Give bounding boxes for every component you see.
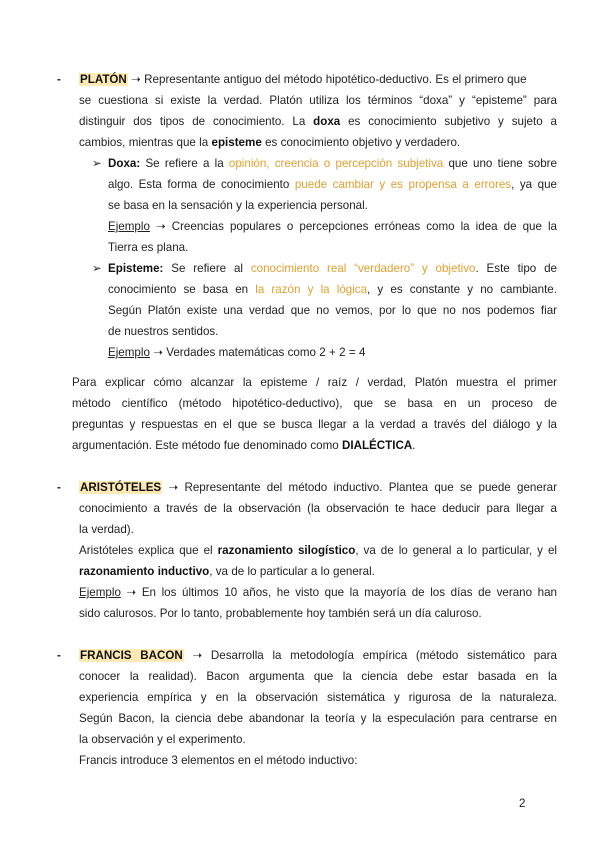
arrow-icon: ➝ [192, 649, 203, 662]
episteme-line-1: Episteme: Se refiere al conocimiento real “verdadero” y objetivo. Este tipo de [108, 262, 557, 275]
arrowhead-bullet-icon: ➢ [92, 262, 102, 275]
bacon-line-6: Francis introduce 3 elementos en el método inductivo: [79, 754, 358, 767]
bacon-heading: FRANCIS BACON [80, 649, 183, 662]
doxa-example-line-1: Ejemplo ➝ Creencias populares o percepciones erróneas como la idea de que la [108, 220, 557, 233]
page-number: 2 [519, 797, 526, 810]
arrow-icon: ➝ [155, 220, 166, 233]
doxa-line-1: Doxa: Se refiere a la opinión, creencia o percepción subjetiva que uno tiene sobre [108, 157, 557, 170]
platon-paragraph-line-1: Para explicar cómo alcanzar la episteme / raíz / verdad, Platón muestra el primer [72, 376, 557, 389]
platon-paragraph-line-4: argumentación. Este método fue denominado como DIALÉCTICA. [72, 439, 416, 452]
doxa-line-2: algo. Esta forma de conocimiento puede cambiar y es propensa a errores, ya que [108, 178, 557, 191]
bacon-line-2: conocer la realidad). Bacon argumenta que la ciencia debe estar basada en la [79, 670, 557, 683]
platon-line-3: distinguir dos tipos de conocimiento. La doxa es conocimiento subjetivo y sujeto a [79, 115, 557, 128]
platon-line-2: se cuestiona si existe la verdad. Platón utiliza los términos “doxa” y “episteme” para [79, 94, 557, 107]
episteme-line-4: de nuestros sentidos. [108, 325, 219, 338]
bacon-line-1: FRANCIS BACON ➝ Desarrolla la metodología empírica (método sistemático para [80, 649, 557, 662]
aristoteles-line-1: ARISTÓTELES ➝ Representante del método inductivo. Plantea que se puede generar [80, 481, 557, 494]
bacon-line-4: Según Bacon, la ciencia debe abandonar la teoría y la especulación para centrarse en [79, 712, 557, 725]
aristoteles-heading: ARISTÓTELES [80, 481, 162, 494]
platon-heading: PLATÓN [80, 73, 127, 86]
doxa-example-line-2: Tierra es plana. [108, 241, 189, 254]
aristoteles-example-line-2: sido calurosos. Por lo tanto, probablemente hoy también será un día caluroso. [79, 607, 482, 620]
episteme-example-line: Ejemplo ➝ Verdades matemáticas como 2 + 2 = 4 [108, 346, 366, 359]
doxa-line-3: se basa en la sensación y la experiencia personal. [108, 199, 368, 212]
platon-line-4: cambios, mientras que la episteme es conocimiento objetivo y verdadero. [79, 136, 461, 149]
aristoteles-line-4: Aristóteles explica que el razonamiento silogístico, va de lo general a lo particular, y el [79, 544, 557, 557]
platon-paragraph-line-2: método científico (método hipotético-deductivo), que se basa en un proceso de [72, 397, 557, 410]
arrow-icon: ➝ [126, 586, 137, 599]
episteme-line-2: conocimiento se basa en la razón y la lógica, y es constante y no cambiante. [108, 283, 557, 296]
platon-line-1: PLATÓN ➝ Representante antiguo del método hipotético-deductivo. Es el primero que [80, 73, 527, 86]
bullet-dash: - [57, 649, 61, 662]
aristoteles-line-2: conocimiento a través de la observación (la observación te hace deducir para llegar a [79, 502, 557, 515]
aristoteles-line-3: la verdad). [79, 523, 134, 536]
bacon-line-5: la observación y el experimento. [79, 733, 246, 746]
arrowhead-bullet-icon: ➢ [92, 157, 102, 170]
episteme-line-3: Según Platón existe una verdad que no vemos, por lo que no nos podemos fiar [108, 304, 557, 317]
bacon-line-3: experiencia empírica y en la observación sistemática y rigurosa de la naturaleza. [79, 691, 557, 704]
aristoteles-line-5: razonamiento inductivo, va de lo particular a lo general. [79, 565, 375, 578]
arrow-icon: ➝ [168, 481, 179, 494]
bullet-dash: - [57, 73, 61, 86]
arrow-icon: ➝ [131, 73, 141, 86]
bullet-dash: - [57, 481, 61, 494]
arrow-icon: ➝ [153, 346, 163, 359]
platon-paragraph-line-3: preguntas y respuestas en el que se busca llegar a la verdad a través del diálogo y la [72, 418, 557, 431]
aristoteles-example-line-1: Ejemplo ➝ En los últimos 10 años, he visto que la mayoría de los días de verano han [79, 586, 558, 599]
